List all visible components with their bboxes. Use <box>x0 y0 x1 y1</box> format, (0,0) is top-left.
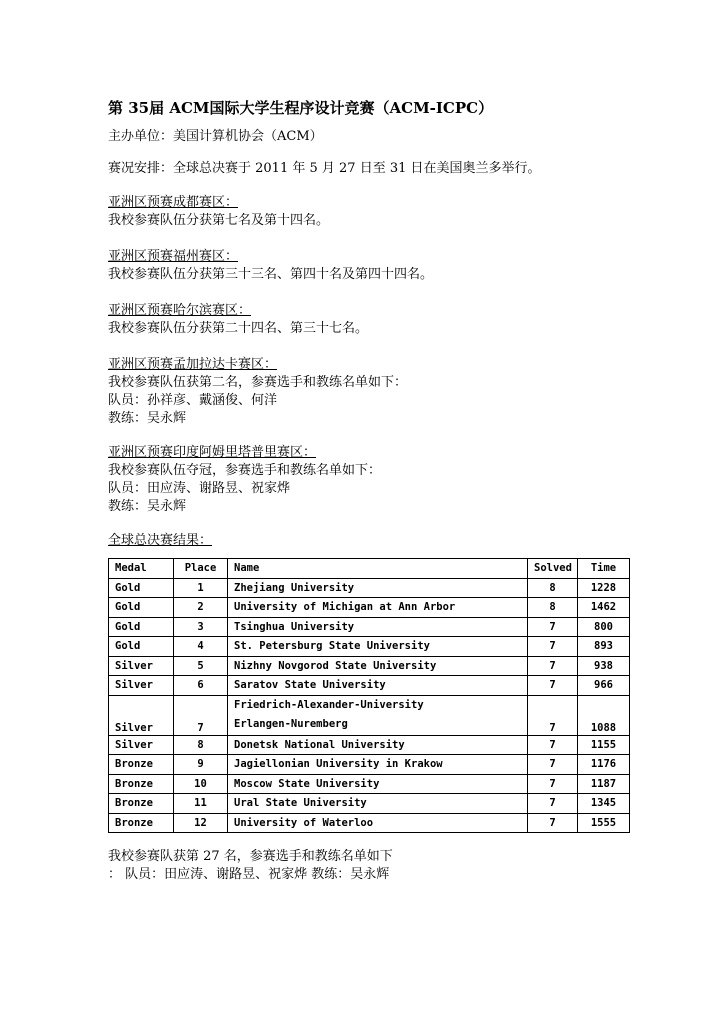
cell-solved: 7 <box>528 774 578 794</box>
header-name: Name <box>228 559 528 579</box>
cell-solved: 7 <box>528 676 578 696</box>
cell-name: Tsinghua University <box>228 617 528 637</box>
cell-place: 5 <box>174 656 228 676</box>
section-heading-dhaka: 亚洲区预赛孟加拉达卡赛区： <box>108 357 278 372</box>
table-row <box>109 755 630 775</box>
cell-time: 1228 <box>578 578 630 598</box>
table-row <box>109 774 630 794</box>
section-heading-chengdu: 亚洲区预赛成都赛区： <box>108 195 239 210</box>
cell-solved: 7 <box>528 755 578 775</box>
results-table <box>108 558 630 833</box>
cell-time: 966 <box>578 676 630 696</box>
cell-solved: 8 <box>528 598 578 618</box>
section-heading-amritapuri: 亚洲区预赛印度阿姆里塔普里赛区： <box>108 445 317 460</box>
cell-medal: Silver <box>109 656 174 676</box>
cell-solved: 7 <box>528 637 578 657</box>
cell-time: 800 <box>578 617 630 637</box>
cell-solved: 7 <box>528 813 578 833</box>
cell-medal: Gold <box>109 617 174 637</box>
cell-solved: 7 <box>528 656 578 676</box>
footer-rank-line: 我校参赛队获第 27 名，参赛选手和教练名单如下 <box>108 849 393 864</box>
cell-place: 3 <box>174 617 228 637</box>
table-row <box>109 598 630 618</box>
table-row <box>109 617 630 637</box>
table-row <box>109 656 630 676</box>
section-members-dhaka: 队员：孙祥彦、戴涵俊、何洋 <box>108 393 278 408</box>
cell-time: 1155 <box>578 735 630 755</box>
section-text-fuzhou: 我校参赛队伍分获第三十三名、第四十名及第四十四名。 <box>108 267 434 282</box>
cell-time: 938 <box>578 656 630 676</box>
cell-medal: Gold <box>109 598 174 618</box>
section-text-chengdu: 我校参赛队伍分获第七名及第十四名。 <box>108 213 330 228</box>
cell-solved: 7 <box>528 617 578 637</box>
cell-place: 10 <box>174 774 228 794</box>
section-text-dhaka: 我校参赛队伍获第二名，参赛选手和教练名单如下： <box>108 375 408 390</box>
header-place: Place <box>174 559 228 579</box>
section-text-harbin: 我校参赛队伍分获第二十四名、第三十七名。 <box>108 321 369 336</box>
table-row <box>109 695 630 735</box>
section-coach-amritapuri: 教练：吴永辉 <box>108 499 187 514</box>
organizer-line: 主办单位：美国计算机协会（ACM） <box>108 129 323 144</box>
cell-name <box>228 695 528 735</box>
cell-place: 1 <box>174 578 228 598</box>
cell-time: 893 <box>578 637 630 657</box>
cell-medal: Bronze <box>109 813 174 833</box>
section-heading-harbin: 亚洲区预赛哈尔滨赛区： <box>108 303 252 318</box>
cell-place: 4 <box>174 637 228 657</box>
cell-medal: Bronze <box>109 755 174 775</box>
table-row <box>109 813 630 833</box>
cell-place: 6 <box>174 676 228 696</box>
cell-time: 1176 <box>578 755 630 775</box>
cell-name: Saratov State University <box>228 676 528 696</box>
header-solved: Solved <box>528 559 578 579</box>
section-heading-fuzhou: 亚洲区预赛福州赛区： <box>108 249 239 264</box>
cell-place: 7 <box>174 695 228 735</box>
cell-time: 1187 <box>578 774 630 794</box>
cell-medal: Gold <box>109 637 174 657</box>
table-row <box>109 735 630 755</box>
cell-place: 11 <box>174 794 228 814</box>
cell-place: 9 <box>174 755 228 775</box>
cell-name-line1: Friedrich-Alexander-University <box>234 698 424 711</box>
cell-place: 2 <box>174 598 228 618</box>
cell-name: Ural State University <box>228 794 528 814</box>
cell-medal: Silver <box>109 735 174 755</box>
table-header-row <box>109 559 630 579</box>
cell-name: University of Waterloo <box>228 813 528 833</box>
cell-time: 1462 <box>578 598 630 618</box>
footer-block <box>108 848 648 884</box>
cell-time: 1345 <box>578 794 630 814</box>
cell-name: Jagiellonian University in Krakow <box>228 755 528 775</box>
cell-name-line2: Erlangen-Nuremberg <box>234 717 348 730</box>
cell-solved: 7 <box>528 735 578 755</box>
document-body <box>108 98 648 550</box>
cell-medal: Bronze <box>109 794 174 814</box>
cell-name: University of Michigan at Ann Arbor <box>228 598 528 618</box>
page-title: 第 35届 ACM国际大学生程序设计竞赛（ACM-ICPC） <box>108 99 494 117</box>
cell-place: 12 <box>174 813 228 833</box>
table-row <box>109 676 630 696</box>
header-time: Time <box>578 559 630 579</box>
cell-solved: 7 <box>528 794 578 814</box>
cell-solved: 8 <box>528 578 578 598</box>
cell-time: 1555 <box>578 813 630 833</box>
cell-name: Moscow State University <box>228 774 528 794</box>
cell-place: 8 <box>174 735 228 755</box>
cell-solved: 7 <box>528 695 578 735</box>
section-members-amritapuri: 队员：田应涛、谢路昱、祝家烨 <box>108 481 291 496</box>
footer-team-line: ： 队员：田应涛、谢路昱、祝家烨 教练：吴永辉 <box>108 867 390 882</box>
table-row <box>109 794 630 814</box>
table-row <box>109 637 630 657</box>
header-medal: Medal <box>109 559 174 579</box>
cell-time: 1088 <box>578 695 630 735</box>
cell-medal: Bronze <box>109 774 174 794</box>
cell-name: Nizhny Novgorod State University <box>228 656 528 676</box>
cell-name: Donetsk National University <box>228 735 528 755</box>
section-text-amritapuri: 我校参赛队伍夺冠，参赛选手和教练名单如下： <box>108 463 382 478</box>
results-heading: 全球总决赛结果： <box>108 533 213 548</box>
table-row <box>109 578 630 598</box>
schedule-line: 赛况安排：全球总决赛于 2011 年 5 月 27 日至 31 日在美国奥兰多举行。 <box>108 161 541 176</box>
cell-medal: Gold <box>109 578 174 598</box>
cell-name: Zhejiang University <box>228 578 528 598</box>
cell-name: St. Petersburg State University <box>228 637 528 657</box>
cell-medal: Silver <box>109 676 174 696</box>
section-coach-dhaka: 教练：吴永辉 <box>108 411 187 426</box>
cell-medal: Silver <box>109 695 174 735</box>
